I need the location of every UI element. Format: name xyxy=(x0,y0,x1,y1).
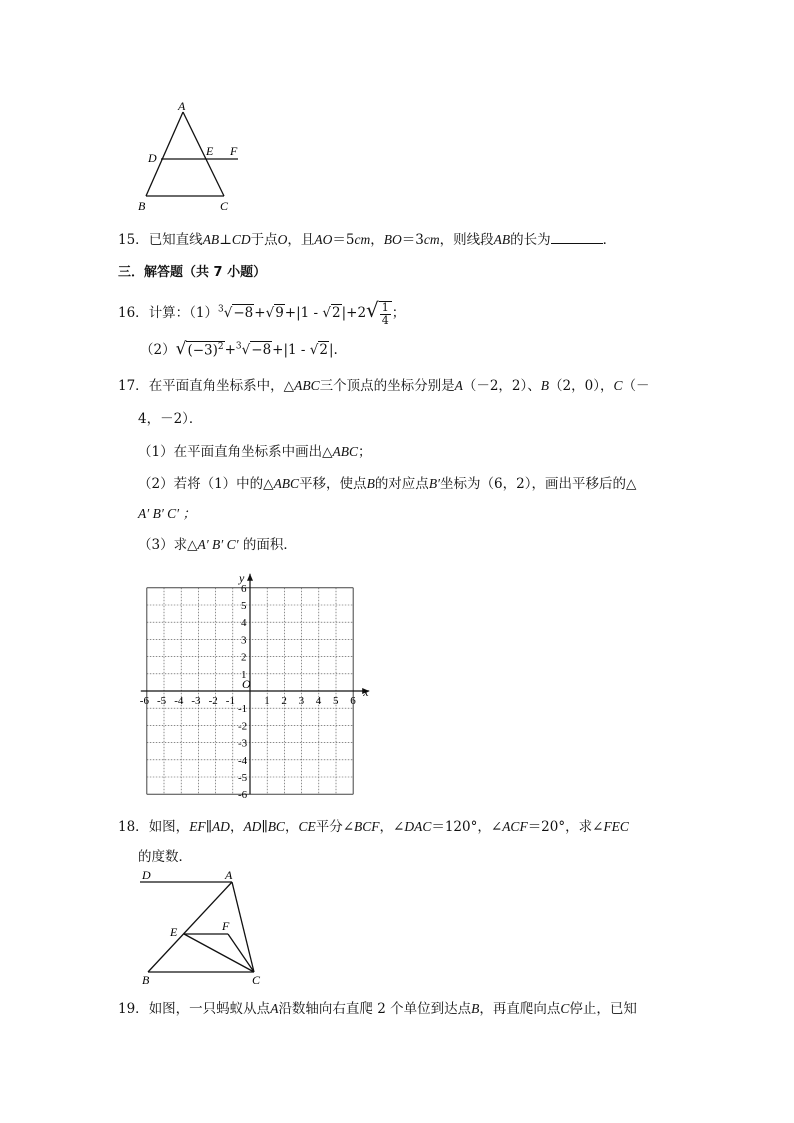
radical-sign: √ xyxy=(241,342,251,358)
q17-s2Bp: B′ xyxy=(428,476,441,491)
q18-t1: 如图， xyxy=(148,819,190,835)
q15-ao: AO xyxy=(314,232,333,247)
q17-s3b: A′ B′ C′ xyxy=(197,537,239,552)
q18-t8: ＝120°，∠ xyxy=(431,819,503,835)
q15-text5: ，则线段 xyxy=(439,232,494,248)
y-tick-label: 1 xyxy=(241,668,247,681)
x-tick-label: 6 xyxy=(350,695,356,707)
q17-s2B: B xyxy=(366,476,375,491)
q18-number: 18． xyxy=(118,819,149,835)
x-tick-label: -2 xyxy=(208,695,218,707)
radical-sign: √ xyxy=(366,298,379,322)
question-16-part1 xyxy=(118,298,405,327)
q17-s2abc: ABC xyxy=(273,476,300,491)
question-18-line1 xyxy=(118,815,629,835)
x-tick-label: -6 xyxy=(139,695,149,707)
q16-lead: 计算：（1） xyxy=(148,305,219,321)
y-tick-label: -3 xyxy=(238,737,248,750)
x-tick-label: -4 xyxy=(174,695,184,707)
q15-text: 已知直线 xyxy=(148,232,203,248)
q19-t3: ，再直爬向点 xyxy=(479,1001,561,1017)
y-axis-label: y xyxy=(239,570,245,585)
q18-bcf: BCF xyxy=(354,819,380,834)
x-tick-label: -5 xyxy=(157,695,167,707)
q17-s3c: 的面积． xyxy=(238,537,297,553)
q16-square: 2 xyxy=(217,341,224,352)
q18-ad: AD xyxy=(211,819,230,834)
q17-s2c: 的对应点 xyxy=(374,476,429,492)
side-ac xyxy=(183,112,224,196)
q18-t7: ，∠ xyxy=(379,819,405,835)
q15-cm2: cm xyxy=(423,232,440,247)
q17-a: A xyxy=(454,378,463,393)
x-tick-label: 5 xyxy=(333,695,339,707)
q17-ac: （－2，2）、 xyxy=(462,378,541,394)
q18-t9: ＝20°，求∠ xyxy=(527,819,604,835)
q17-s1e: ； xyxy=(357,444,372,460)
y-tick-label: -4 xyxy=(238,754,248,767)
q19-t1: 如图，一只蚂蚁从点 xyxy=(148,1001,271,1017)
label-c: C xyxy=(252,973,261,987)
x-tick-label: 4 xyxy=(315,695,322,707)
q17-abc: ABC xyxy=(294,378,320,393)
label-b: B xyxy=(138,199,146,213)
q15-text2: 于点 xyxy=(250,232,278,248)
triangle-figure-q14 xyxy=(130,98,260,216)
label-f: F xyxy=(222,919,230,933)
label-c: C xyxy=(220,199,229,213)
q18-t6: 平分∠ xyxy=(315,819,355,835)
question-16-part2 xyxy=(140,338,338,359)
q15-text4: ， xyxy=(370,232,384,248)
question-15 xyxy=(118,228,616,248)
label-e: E xyxy=(170,925,178,939)
x-tick-label: -3 xyxy=(191,695,201,707)
q15-text3: ，且 xyxy=(287,232,315,248)
q16-radicand-2: 9 xyxy=(275,305,284,321)
q18-t5: ， xyxy=(284,819,299,835)
q17-bc: （2，0）， xyxy=(549,378,614,394)
q16-root-index: 3 xyxy=(218,304,224,315)
label-f: F xyxy=(230,144,238,158)
line-fc xyxy=(228,934,254,972)
q16-fraction xyxy=(379,301,392,327)
question-17-sub2 xyxy=(138,472,636,492)
q18-acf: ACF xyxy=(502,819,528,834)
label-a: A xyxy=(178,99,186,113)
q16-radicand-4 xyxy=(186,341,224,359)
line-ab xyxy=(148,882,232,972)
y-tick-label: -1 xyxy=(238,703,248,716)
q19-number: 19． xyxy=(118,1001,149,1017)
y-tick-label: 5 xyxy=(241,600,247,612)
q16-radicand-6: 2 xyxy=(319,342,328,358)
x-tick-label: 2 xyxy=(281,695,287,707)
q16-end: |. xyxy=(328,342,338,358)
q16-part2-label: （2） xyxy=(140,342,176,358)
q15-number: 15． xyxy=(118,232,149,248)
y-tick-label: 4 xyxy=(241,617,247,630)
q15-eq1: ＝5 xyxy=(332,232,355,248)
q15-eq2: ＝3 xyxy=(401,232,424,248)
q16-r4: (−3) xyxy=(187,342,218,358)
question-18-line2: 的度数． xyxy=(138,849,192,865)
label-b: B xyxy=(142,973,150,987)
question-17-line2: 4，－2）． xyxy=(138,411,203,427)
radical-sign: √ xyxy=(175,339,187,359)
q18-ce: CE xyxy=(298,819,316,834)
q15-perp: ⊥ xyxy=(219,232,232,248)
q17-b: B xyxy=(540,378,550,393)
answer-blank-q15[interactable] xyxy=(551,231,603,244)
y-tick-label: -6 xyxy=(238,789,248,801)
q19-t2: 沿数轴向右直爬 2 个单位到达点 xyxy=(278,1001,472,1017)
q18-ef: EF xyxy=(189,819,206,834)
q15-cd: CD xyxy=(231,232,251,247)
q19-c: C xyxy=(560,1001,570,1016)
q16-plus1: + xyxy=(254,305,266,321)
x-tick-label: 1 xyxy=(264,695,270,707)
radical-sign: √ xyxy=(265,305,275,321)
label-d: D xyxy=(148,151,157,165)
q17-l1b: 三个顶点的坐标分别是 xyxy=(319,378,455,394)
radical-sign: √ xyxy=(309,342,319,358)
q17-number: 17． xyxy=(118,378,149,394)
line-ec xyxy=(184,934,254,972)
x-tick-label: -1 xyxy=(225,695,235,707)
q16-plus3: |+2 xyxy=(341,305,367,321)
q18-ad2: AD xyxy=(243,819,262,834)
q17-s1abc: ABC xyxy=(332,444,358,459)
label-e: E xyxy=(206,144,214,158)
label-d: D xyxy=(142,868,151,882)
question-17-sub3 xyxy=(138,533,297,553)
q16-plus5: +|1 - xyxy=(272,342,310,358)
q16-radicand-1: −8 xyxy=(233,305,254,321)
q16-root-index-b: 3 xyxy=(235,341,242,352)
q17-c: C xyxy=(613,378,623,393)
x-tick-label: 3 xyxy=(298,695,305,707)
radical-sign: √ xyxy=(223,305,233,321)
q16-radicand-3: 2 xyxy=(332,305,341,321)
label-a: A xyxy=(225,868,233,882)
question-19-line1 xyxy=(118,997,637,1017)
q17-s1: （1）在平面直角坐标系中画出△ xyxy=(138,444,333,460)
coordinate-grid xyxy=(132,556,382,801)
q17-s2b: 平移，使点 xyxy=(299,476,367,492)
q16-plus2: +|1 - xyxy=(284,305,323,321)
q15-text6: 的长为 xyxy=(510,232,551,248)
y-tick-label: 6 xyxy=(241,582,247,595)
q15-ab: AB xyxy=(202,232,220,247)
q17-cc: （－ xyxy=(622,378,650,394)
q15-ab2: AB xyxy=(493,232,511,247)
q16-frac-num: 1 xyxy=(381,300,389,314)
q18-t4: ∥ xyxy=(261,819,268,835)
q16-number: 16． xyxy=(118,305,149,321)
q17-s3a: （3）求△ xyxy=(138,537,198,553)
q18-dac: DAC xyxy=(404,819,432,834)
q15-cm1: cm xyxy=(354,232,371,247)
radical-sign: √ xyxy=(322,305,331,321)
y-tick-label: 3 xyxy=(241,634,247,647)
q18-fec: FEC xyxy=(603,819,629,834)
question-17-sub2-line2: A′ B′ C′ ； xyxy=(138,506,196,521)
q16-radicand-5: −8 xyxy=(251,342,272,358)
y-tick-label: -5 xyxy=(238,772,248,784)
question-17-sub1 xyxy=(138,440,371,460)
section-3-heading: 三．解答题（共 7 小题） xyxy=(118,265,267,280)
q15-end: ． xyxy=(602,232,617,248)
q15-bo: BO xyxy=(383,232,402,247)
q19-t4: 停止，已知 xyxy=(569,1001,637,1017)
q19-b: B xyxy=(471,1001,480,1016)
q18-bc: BC xyxy=(267,819,285,834)
x-axis-label: x xyxy=(363,685,369,699)
y-tick-label: 2 xyxy=(241,651,247,664)
q15-o: O xyxy=(277,232,288,247)
figure-q18 xyxy=(130,866,280,988)
q17-s2d: 坐标为（6，2），画出平移后的△ xyxy=(440,476,637,492)
q17-l1: 在平面直角坐标系中，△ xyxy=(148,378,295,394)
q17-s2a: （2）若将（1）中的△ xyxy=(138,476,274,492)
q16-semicolon: ； xyxy=(391,305,406,321)
q18-t3: ， xyxy=(229,819,244,835)
q18-t2: ∥ xyxy=(205,819,212,835)
y-axis-arrow xyxy=(247,574,253,581)
question-17-line1 xyxy=(118,374,649,394)
q19-a: A xyxy=(270,1001,279,1016)
q16-frac-den: 4 xyxy=(381,313,389,327)
y-tick-label: -2 xyxy=(238,720,248,733)
line-ac xyxy=(232,882,254,972)
origin-label: O xyxy=(242,677,251,691)
q16-plus4: + xyxy=(224,342,236,358)
